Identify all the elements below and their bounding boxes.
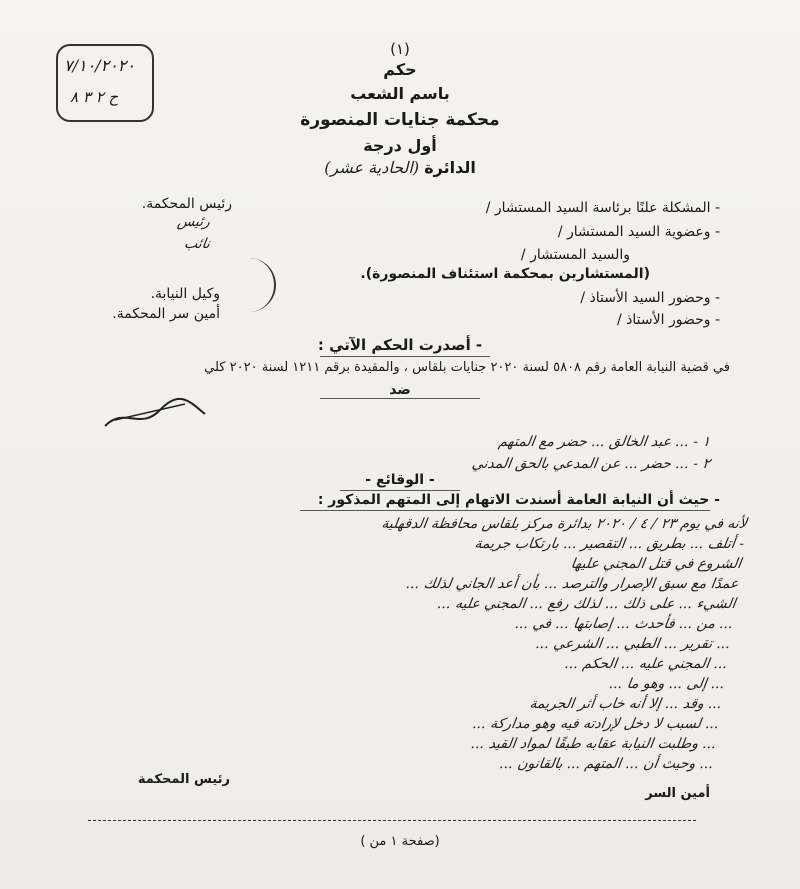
facts-hw-line: ... لسبب لا دخل لإرادته فيه وهو مداركة ... [471,716,720,732]
facts-hw-line: ... وطلبت النيابة عقابه طبقًا لمواد القيد ... [469,736,718,752]
circuit-label: الدائرة [424,158,476,177]
panel-member-2: والسيد المستشار / [520,247,630,263]
panel-member-1: - وعضوية السيد المستشار / [557,224,720,240]
facts-hw-line: عمدًا مع سبق الإصرار والترصد ... بأن أعد الجاني لذلك ... [404,576,740,592]
header-court: محكمة جنايات المنصورة [300,110,500,130]
stamp-date: ٧/١٠/٢٠٢٠ [64,56,135,75]
role-deputy-handwritten: نائب [183,236,212,252]
header-circuit [300,158,500,177]
signature-chief: رئيس المحكمة [137,772,230,787]
facts-intro: - حيث أن النيابة العامة أسندت الاتهام إلى المتهم المذكور : [317,492,720,508]
role-secretary: أمين سر المحكمة. [112,306,220,322]
stamp-note: ح ٢ ٣ ٨ [70,88,119,106]
panel-presided: - المشكلة علنًا برئاسة السيد المستشار / [485,200,720,216]
panel-brace [170,258,276,312]
panel-advisors: (المستشارين بمحكمة استئناف المنصورة). [360,266,650,282]
signature-secretary: أمين السر [645,786,710,801]
page-number: (١) [390,40,410,58]
facts-hw-line: الشروع في قتل المجني عليها [569,556,743,572]
footer-rule [88,820,696,821]
facts-hw-line: الشيء ... على ذلك ... لذلك رفع ... المجني عليه ... [436,596,737,612]
verdict-against: ضد [389,382,411,398]
signature-scribble [100,396,210,436]
facts-hw-line: لأنه في يوم ٢٣ / ٤ / ٢٠٢٠ بدائرة مركز بلقاس محافظة الدقهلية [380,516,748,532]
footer-page: (صفحة ١ من ) [360,834,440,849]
facts-hw-line: ... المجني عليه ... الحكم ... [563,656,729,672]
facts-hw-line: - أتلف ... بطريق ... التقصير ... بارتكاب جريمة [473,536,746,552]
facts-hw-line: ... من ... فأحدث ... إصابتها ... في ... [513,616,734,632]
hw-defendant-line-2: ٢ - ... حضر ... عن المدعي بالحق المدني [470,456,712,472]
facts-hw-line: ... وحيث أن ... المتهم ... بالقانون ... [498,756,715,772]
role-prosecution-agent: وكيل النيابة. [150,286,220,302]
verdict-heading: - أصدرت الحكم الآتي : [317,336,483,354]
header-people: باسم الشعب [350,84,450,103]
facts-hw-line: ... تقرير ... الطبي ... الشرعي ... [534,636,732,652]
verdict-case-line: في قضية النيابة العامة رقم ٥٨٠٨ لسنة ٢٠٢٠ جنايات بلقاس ، والمقيدة برقم ١٢١١ لسنة ٢٠٢٠ كلي [204,360,730,375]
header-degree: أول درجة [363,136,437,155]
facts-hw-line: ... وقد ... إلا أنه خاب أثر الجريمة [528,696,723,712]
hw-defendant-line-1: ١ - ... عبد الخالق ... حضر مع المتهم [497,434,712,450]
panel-clerk: - وحضور الأستاذ / [617,312,720,328]
facts-handwritten-body [52,514,749,774]
facts-hw-line: ... إلى ... وهو ما ... [607,676,726,692]
role-chief: رئيس المحكمة. [141,196,232,212]
panel-prosecutor: - وحضور السيد الأستاذ / [580,290,720,306]
facts-intro-underline [300,510,710,511]
circuit-value: (الحادية عشر) [324,158,420,177]
against-underline [320,398,480,399]
facts-heading: - الوقائع - [365,472,435,488]
role-chief-handwritten: رئيس [176,214,212,230]
facts-underline [340,490,460,491]
verdict-underline [320,356,490,357]
header-title: حكم [383,60,417,79]
